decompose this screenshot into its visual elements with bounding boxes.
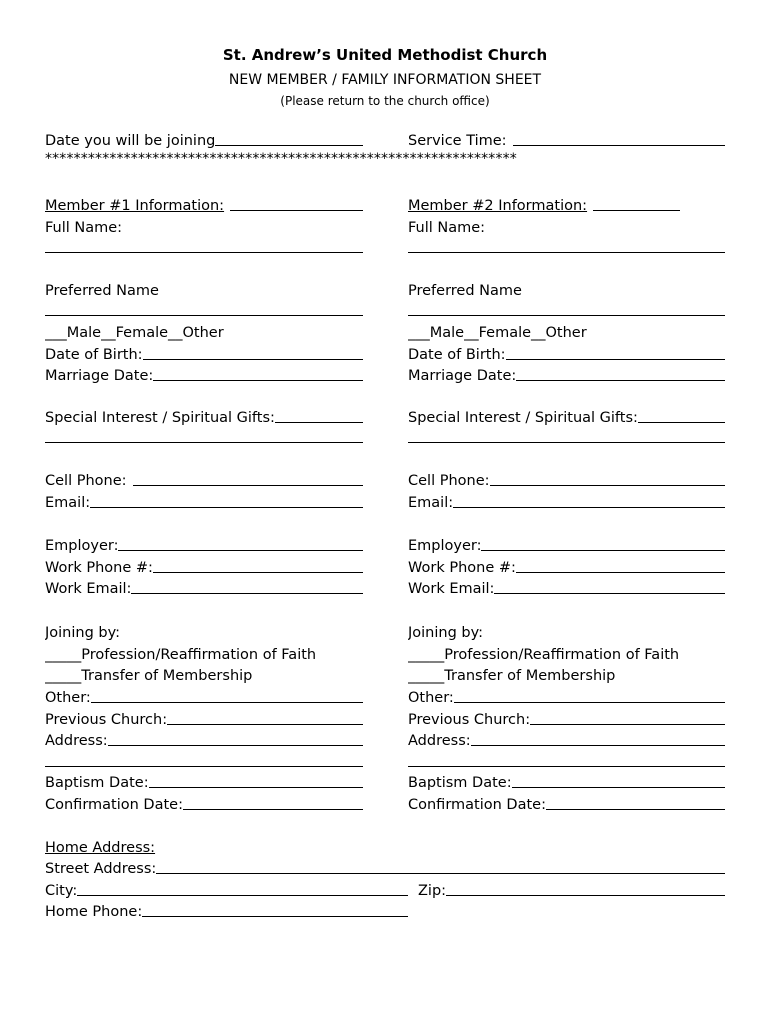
street-address-field [45,857,725,877]
member1-employer-input[interactable] [118,550,363,551]
member2-gender-row[interactable] [408,321,725,341]
member2-joining-by-label: Joining by: [408,625,484,641]
member2-work-email-input[interactable] [494,593,725,594]
member1-address-line2[interactable] [45,766,363,767]
member1-employer-label: Employer: [45,538,119,554]
member2-work-phone-label: Work Phone #: [408,560,516,576]
member2-previous-church-field [408,708,725,728]
member1-gender-prefix: ___ [45,325,67,341]
member2-preferred-name-input[interactable] [408,315,725,316]
member1-cell-field [45,469,363,489]
zip-label: Zip: [418,883,447,899]
member2-baptism-label: Baptism Date: [408,775,512,791]
member2-baptism-input[interactable] [512,787,725,788]
member2-heading [408,194,680,214]
form-title: NEW MEMBER / FAMILY INFORMATION SHEET [228,72,542,88]
service-time-label: Service Time: [408,133,507,149]
member1-previous-church-field [45,708,363,728]
member1-email-field [45,491,363,511]
member2-other-input[interactable] [454,702,725,703]
member2-email-input[interactable] [453,507,725,508]
member2-previous-church-input[interactable] [530,724,725,725]
member2-work-phone-field [408,556,725,576]
member2-confirmation-input[interactable] [546,809,725,810]
member2-address-field [408,729,725,749]
member2-interests-line2[interactable] [408,442,725,443]
member1-heading-label: Member #1 Information: [45,198,225,214]
member2-heading-label: Member #2 Information: [408,198,588,214]
member2-dob-field [408,343,725,363]
city-label: City: [45,883,78,899]
member1-other-input[interactable] [91,702,363,703]
return-note: (Please return to the church office) [280,94,490,108]
date-joining-field [45,129,363,149]
member1-confirmation-field [45,793,363,813]
member1-gender-row[interactable] [45,321,363,341]
member1-marriage-label: Marriage Date: [45,368,154,384]
member1-cell-label: Cell Phone: [45,473,127,489]
member1-work-email-field [45,577,363,597]
member1-option-profession[interactable] [45,643,363,663]
member2-other-field [408,686,725,706]
member2-marriage-field [408,364,725,384]
member1-baptism-input[interactable] [149,787,363,788]
member1-confirmation-input[interactable] [183,809,363,810]
service-time-field [408,129,725,149]
date-joining-label: Date you will be joining [45,133,216,149]
member1-work-email-label: Work Email: [45,581,132,597]
member2-joining-by-row [408,621,725,641]
member2-cell-field [408,469,725,489]
member2-option-profession[interactable] [408,643,725,663]
member2-full-name-label: Full Name: [408,220,486,236]
member1-employer-field [45,534,363,554]
member1-joining-by-row [45,621,363,641]
member1-full-name-input[interactable] [45,252,363,253]
member2-profession-label: Profession/Reaffirmation of Faith [444,647,680,663]
member1-previous-church-label: Previous Church: [45,712,168,728]
member2-other-label: Other: [408,690,454,706]
member1-joining-by-label: Joining by: [45,625,121,641]
member2-gender-prefix: ___ [408,325,430,341]
member1-baptism-field [45,771,363,791]
member1-address-label: Address: [45,733,108,749]
home-phone-input[interactable] [142,916,408,917]
member2-address-input[interactable] [471,745,725,746]
member1-full-name-label-row [45,216,363,236]
member2-transfer-blank[interactable]: _____ [408,668,445,684]
member2-email-label: Email: [408,495,454,511]
member1-marriage-field [45,364,363,384]
member2-interests-field [408,406,725,426]
member1-confirmation-label: Confirmation Date: [45,797,183,813]
home-phone-field [45,900,408,920]
member2-preferred-name-label-row [408,279,725,299]
member2-employer-field [408,534,725,554]
member2-previous-church-label: Previous Church: [408,712,531,728]
member1-email-label: Email: [45,495,91,511]
member2-full-name-label-row [408,216,725,236]
member2-profession-blank[interactable]: _____ [408,647,445,663]
member2-dob-input[interactable] [506,359,725,360]
member1-heading-line [230,210,363,211]
member1-work-phone-field [45,556,363,576]
member1-work-phone-label: Work Phone #: [45,560,153,576]
member1-other-field [45,686,363,706]
member1-profession-blank[interactable]: _____ [45,647,82,663]
member1-heading [45,194,363,214]
member2-confirmation-label: Confirmation Date: [408,797,546,813]
member2-interests-label: Special Interest / Spiritual Gifts: [408,410,638,426]
church-name: St. Andrew’s United Methodist Church [222,46,548,64]
member2-cell-label: Cell Phone: [408,473,490,489]
home-heading-label: Home Address: [45,840,156,856]
member1-interests-field [45,406,363,426]
separator-asterisks: ****************************************************************** [45,151,517,167]
home-heading [45,836,345,856]
member2-marriage-label: Marriage Date: [408,368,517,384]
member2-marriage-input[interactable] [516,380,725,381]
service-time-input[interactable] [513,145,725,146]
member1-interests-label: Special Interest / Spiritual Gifts: [45,410,275,426]
member1-interests-line2[interactable] [45,442,363,443]
member2-interests-input[interactable] [638,422,725,423]
member2-address-line2[interactable] [408,766,725,767]
member1-other-label: Other: [45,690,91,706]
city-field [45,879,408,899]
city-input[interactable] [77,895,408,896]
member1-address-input[interactable] [108,745,363,746]
member1-profession-label: Profession/Reaffirmation of Faith [81,647,317,663]
member1-preferred-name-input[interactable] [45,315,363,316]
member2-dob-label: Date of Birth: [408,347,506,363]
member1-cell-input[interactable] [133,485,363,486]
member2-address-label: Address: [408,733,471,749]
street-address-input[interactable] [156,873,725,874]
member2-gender-options: Male__Female__Other [429,325,587,341]
member2-work-email-label: Work Email: [408,581,495,597]
member2-baptism-field [408,771,725,791]
member2-work-email-field [408,577,725,597]
member1-interests-input[interactable] [275,422,363,423]
member1-option-transfer[interactable] [45,664,363,684]
member1-transfer-label: Transfer of Membership [81,668,253,684]
date-joining-input[interactable] [215,145,363,146]
member1-email-input[interactable] [90,507,363,508]
member2-transfer-label: Transfer of Membership [444,668,616,684]
member2-email-field [408,491,725,511]
member2-option-transfer[interactable] [408,664,725,684]
street-address-label: Street Address: [45,861,157,877]
member1-work-phone-input[interactable] [153,572,363,573]
member2-employer-input[interactable] [481,550,725,551]
zip-field [418,879,725,899]
member1-dob-input[interactable] [143,359,363,360]
home-phone-label: Home Phone: [45,904,143,920]
member2-cell-input[interactable] [490,485,725,486]
member1-preferred-name-label: Preferred Name [45,283,159,299]
member2-employer-label: Employer: [408,538,482,554]
member1-gender-options: Male__Female__Other [66,325,224,341]
member2-full-name-input[interactable] [408,252,725,253]
member1-preferred-name-label-row [45,279,363,299]
member1-dob-label: Date of Birth: [45,347,143,363]
member1-marriage-input[interactable] [153,380,363,381]
member1-dob-field [45,343,363,363]
member1-baptism-label: Baptism Date: [45,775,149,791]
member2-work-phone-input[interactable] [516,572,725,573]
member1-work-email-input[interactable] [131,593,363,594]
zip-input[interactable] [446,895,725,896]
member2-heading-line [593,210,680,211]
member2-preferred-name-label: Preferred Name [408,283,522,299]
member1-full-name-label: Full Name: [45,220,123,236]
member2-confirmation-field [408,793,725,813]
member1-transfer-blank[interactable]: _____ [45,668,82,684]
member1-address-field [45,729,363,749]
member1-previous-church-input[interactable] [167,724,363,725]
